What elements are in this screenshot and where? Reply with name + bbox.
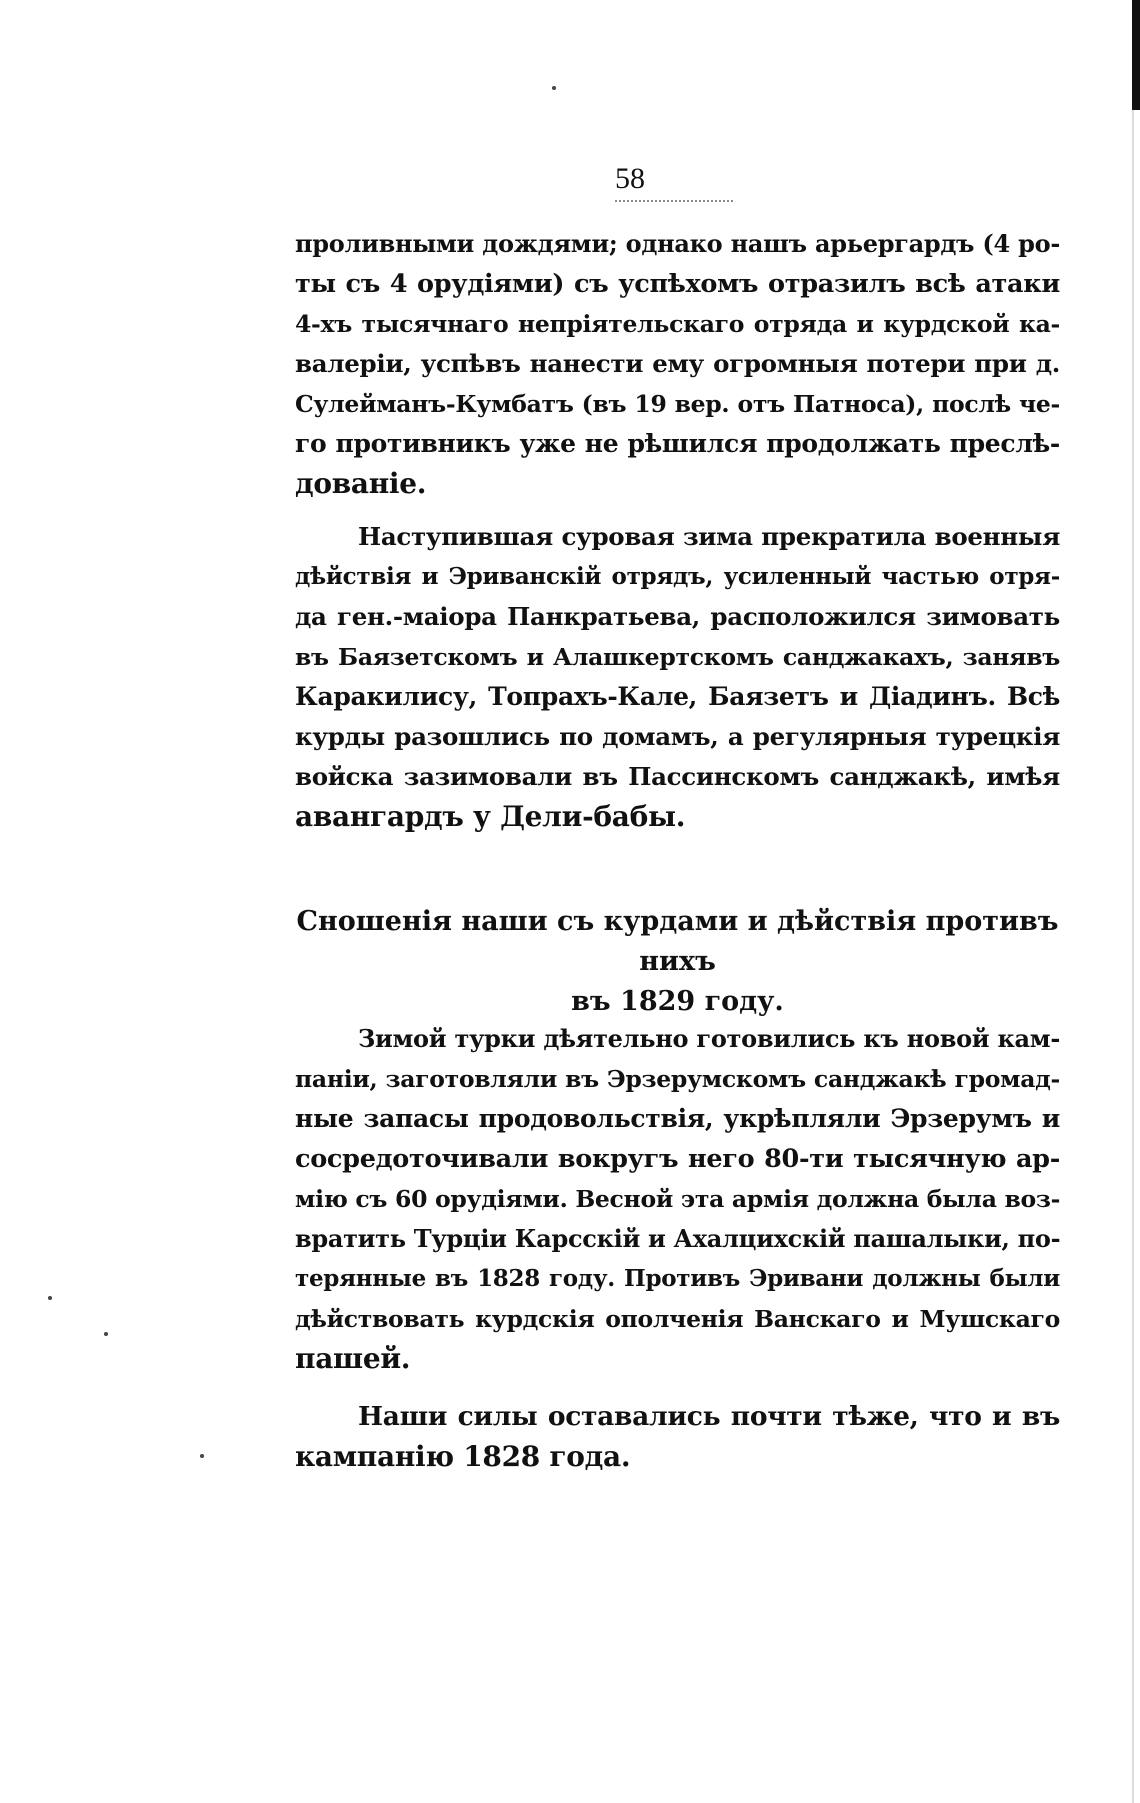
- paragraph-4-line: Наши силы оставались почти тѣже, что и въ: [358, 1401, 1060, 1432]
- page-number-rule: [615, 200, 733, 202]
- paragraph-4-line: кампанію 1828 года.: [295, 1440, 631, 1473]
- paragraph-3-line: Зимой турки дѣятельно готовились къ новой кам-: [358, 1024, 1060, 1053]
- paragraph-1: [295, 224, 1060, 504]
- section-heading: [295, 902, 1060, 1022]
- paragraph-2-line: да ген.-маіора Панкратьева, расположился зимовать: [295, 602, 1060, 631]
- paragraph-1-line: проливными дождями; однако нашъ арьергардъ (4 ро-: [295, 229, 1060, 258]
- paragraph-3: [295, 1019, 1060, 1379]
- paragraph-2-line: курды разошлись по домамъ, а регулярныя турецкія: [295, 722, 1060, 751]
- paragraph-1-line: Сулейманъ-Кумбатъ (въ 19 вер. отъ Патноса), послѣ че-: [295, 390, 1060, 418]
- page-number: 58: [615, 162, 645, 195]
- paragraph-3-line: паніи, заготовляли въ Эрзерумскомъ санджакѣ громад-: [295, 1065, 1060, 1093]
- paragraph-1-line: 4-хъ тысячнаго непріятельскаго отряда и курдской ка-: [295, 310, 1060, 338]
- paragraph-3-line: сосредоточивали вокругъ него 80-ти тысячную ар-: [295, 1144, 1060, 1174]
- scan-edge-shadow: [1132, 0, 1140, 110]
- paragraph-1-line: дованіе.: [295, 467, 427, 500]
- section-heading-line-1: Сношенія наши съ курдами и дѣйствія противъ нихъ: [296, 906, 1059, 977]
- scan-speck: [48, 1296, 52, 1300]
- scan-speck: [104, 1332, 108, 1336]
- scan-speck: [552, 86, 556, 90]
- paragraph-1-line: валеріи, успѣвъ нанести ему огромныя потери при д.: [295, 349, 1060, 378]
- paragraph-2-line: въ Баязетскомъ и Алашкертскомъ санджакахъ, занявъ: [295, 643, 1060, 671]
- paragraph-1-line: го противникъ уже не рѣшился продолжать преслѣ-: [295, 429, 1060, 458]
- paragraph-2-line: войска зазимовали въ Пассинскомъ санджакѣ, имѣя: [295, 762, 1060, 791]
- paragraph-3-line: ные запасы продовольствія, укрѣпляли Эрзерумъ и: [295, 1104, 1060, 1133]
- paragraph-3-line: дѣйствовать курдскія ополченія Ванскаго и Мушскаго: [295, 1305, 1060, 1333]
- scan-speck: [200, 1454, 204, 1458]
- paragraph-2-line: дѣйствія и Эриванскій отрядъ, усиленный частью отря-: [295, 563, 1060, 590]
- paragraph-4: [295, 1397, 1060, 1477]
- scan-edge-line: [1132, 110, 1134, 1803]
- paragraph-3-line: терянные въ 1828 году. Противъ Эривани должны были: [295, 1265, 1060, 1292]
- paragraph-3-line: пашей.: [295, 1342, 411, 1375]
- paragraph-2: [295, 517, 1060, 837]
- paragraph-3-line: вратить Турціи Карсскій и Ахалцихскій пашалыки, по-: [295, 1224, 1061, 1253]
- paragraph-2-line: Наступившая суровая зима прекратила военныя: [358, 522, 1060, 551]
- paragraph-3-line: мію съ 60 орудіями. Весной эта армія должна была воз-: [295, 1185, 1061, 1213]
- paragraph-2-line: авангардъ у Дели-бабы.: [295, 800, 686, 833]
- section-heading-line-2: въ 1829 году.: [571, 986, 784, 1017]
- paragraph-1-line: ты съ 4 орудіями) съ успѣхомъ отразилъ всѣ атаки: [295, 269, 1060, 299]
- paragraph-2-line: Каракилису, Топрахъ-Кале, Баязетъ и Діадинъ. Всѣ: [295, 682, 1060, 711]
